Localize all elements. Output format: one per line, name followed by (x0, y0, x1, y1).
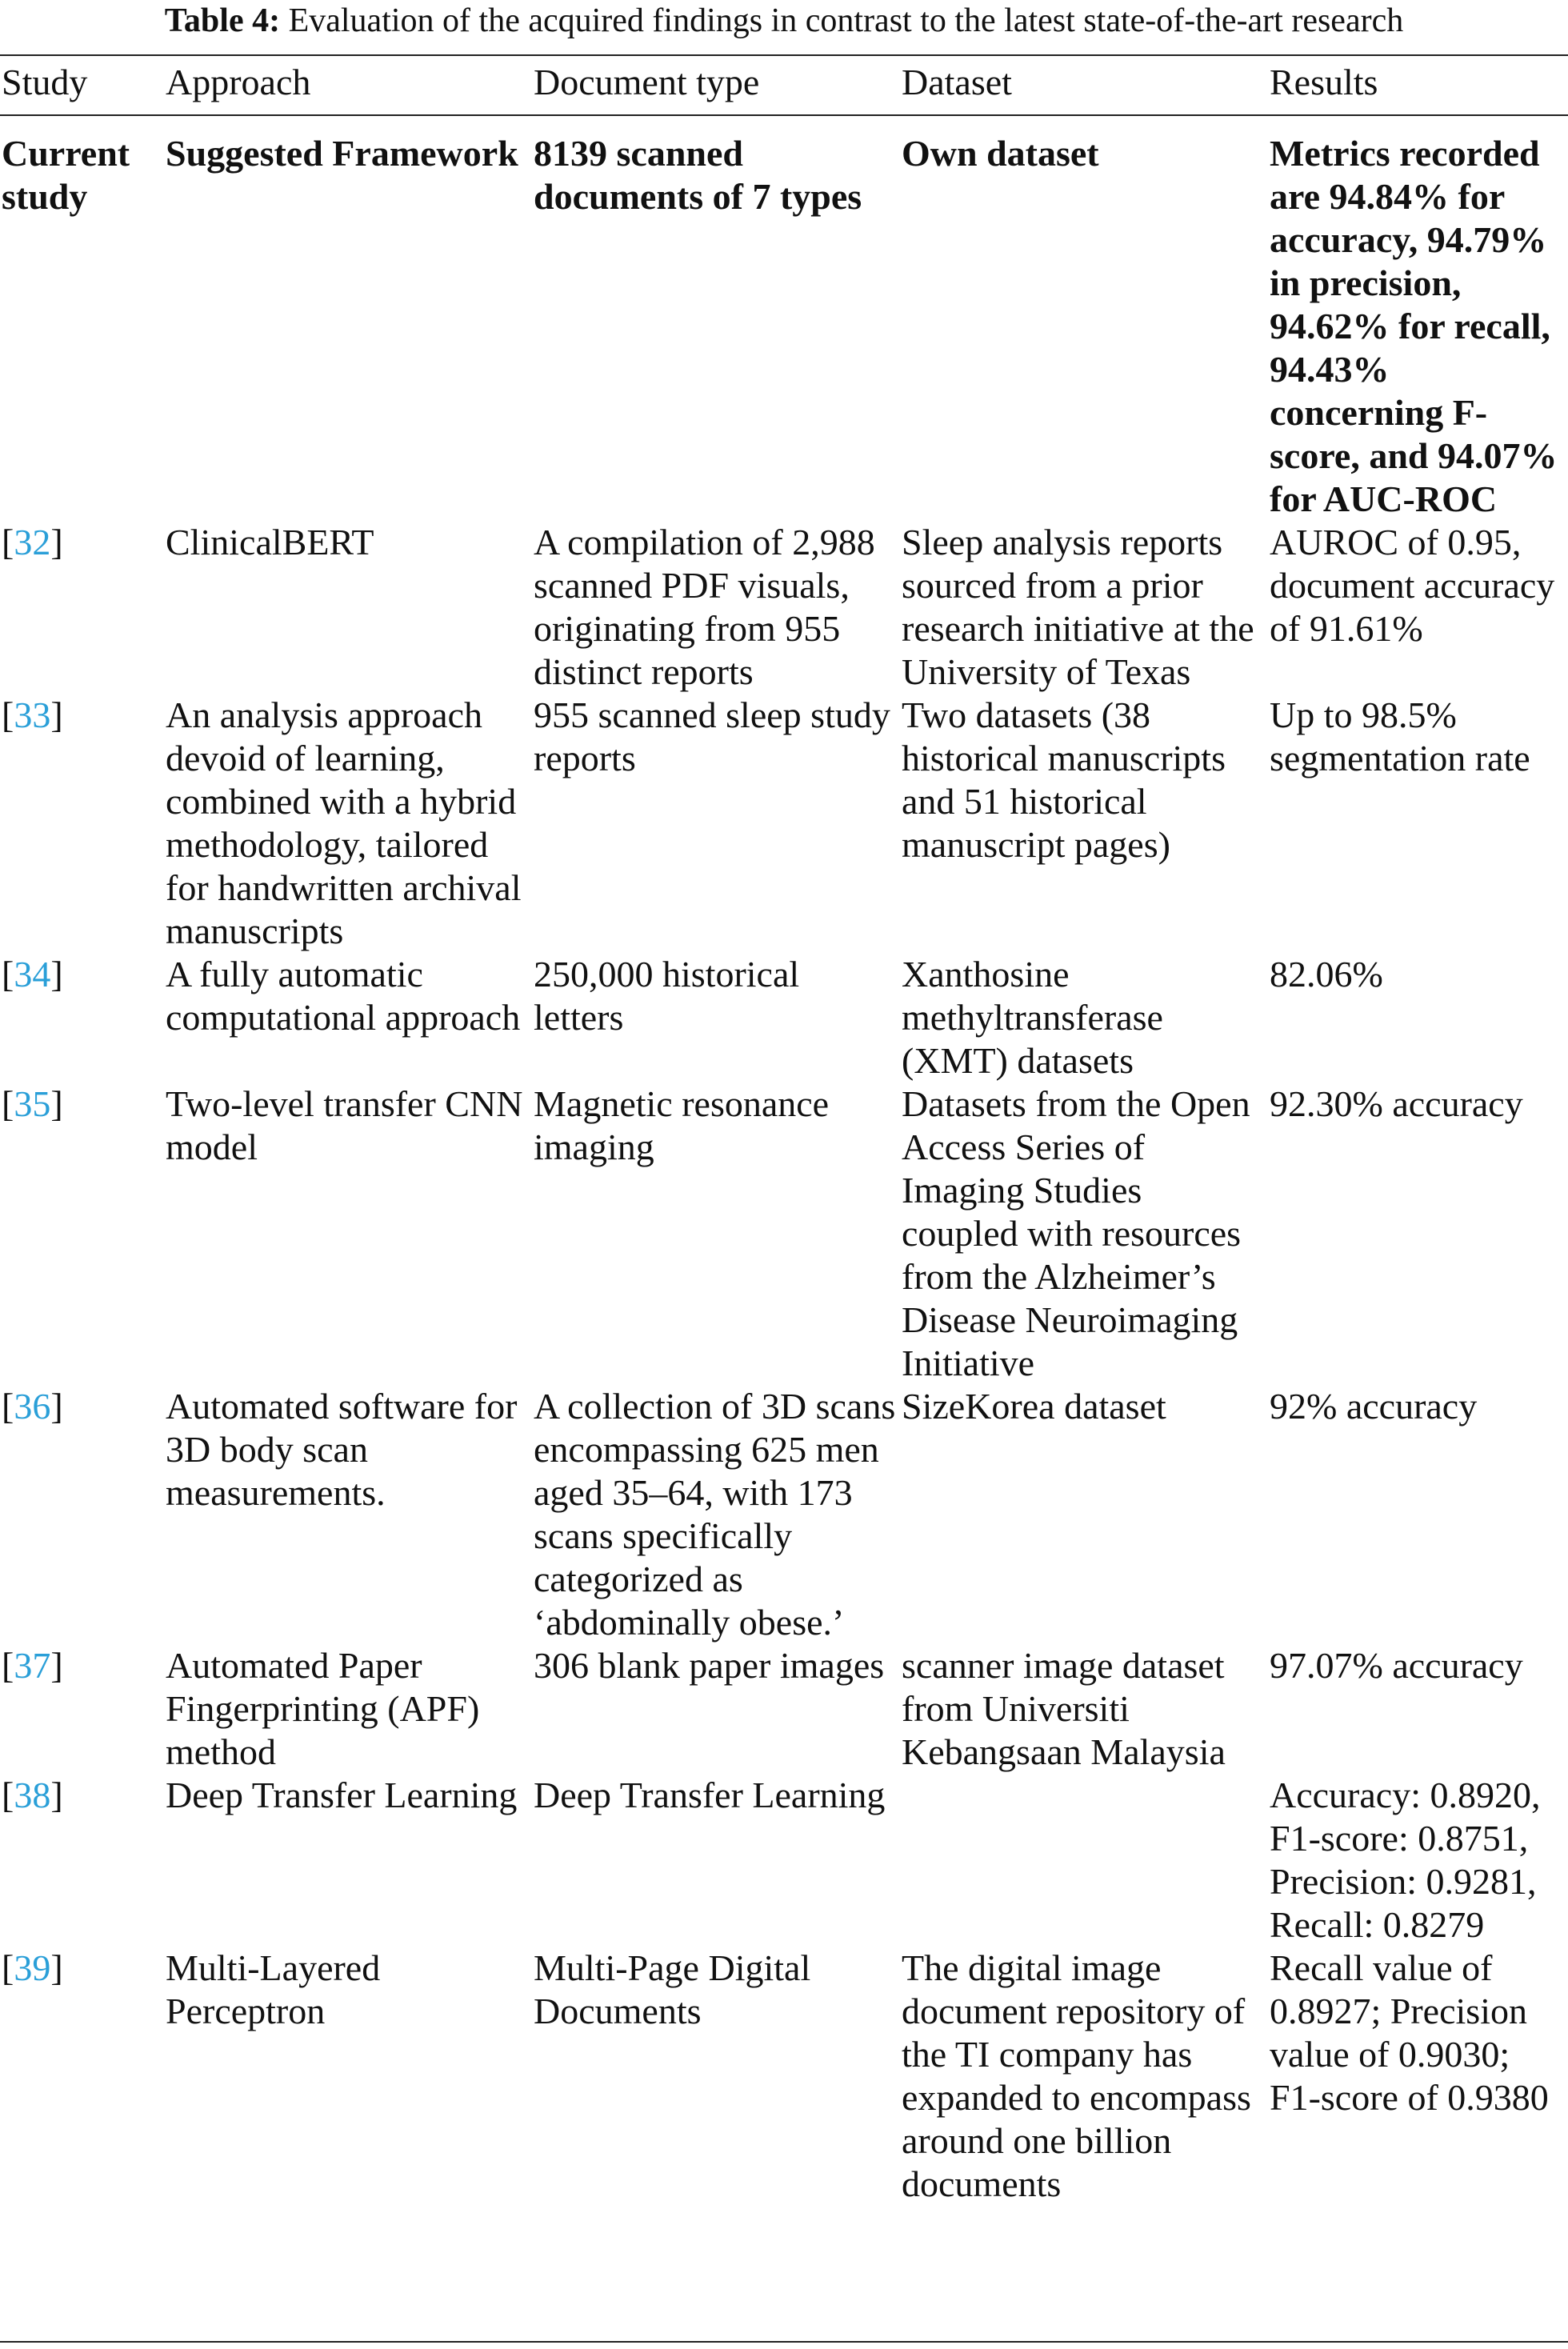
caption-label: Table 4: (164, 2, 281, 39)
cell-results: 97.07% accuracy (1270, 1645, 1523, 1686)
cell-approach: Suggested Framework (166, 133, 518, 174)
cell-approach: A fully automatic computational approach (166, 954, 521, 1038)
caption-text: Evaluation of the acquired findings in contrast to the latest state-of-the-art research (288, 2, 1404, 39)
cell-document-type: Deep Transfer Learning (534, 1775, 886, 1815)
cell-study: [37] (2, 1645, 63, 1686)
cell-results: Metrics recorded are 94.84% for accuracy, 94.79% in precision, 94.62% for recall, 94.43% concerning F-score, and 94.07% for AUC-ROC (1270, 133, 1558, 519)
cell-approach: Deep Transfer Learning (166, 1775, 518, 1815)
citation-link[interactable]: 39 (14, 1947, 51, 1988)
header-approach: Approach (166, 62, 311, 102)
cell-study: [39] (2, 1947, 63, 1988)
cell-study: [38] (2, 1775, 63, 1815)
cell-dataset: SizeKorea dataset (902, 1386, 1166, 1427)
cell-results: Recall value of 0.8927; Precision value of 0.9030; F1-score of 0.9380 (1270, 1947, 1549, 2118)
table-body (0, 119, 1568, 2206)
table-row (0, 953, 1568, 1082)
cell-document-type: A compilation of 2,988 scanned PDF visuals, originating from 955 distinct reports (534, 522, 875, 692)
cell-dataset: The digital image document repository of the TI company has expanded to encompass around one billion documents (902, 1947, 1251, 2204)
header-row (0, 56, 1568, 119)
cell-study: [32] (2, 522, 63, 562)
citation-link[interactable]: 32 (14, 522, 51, 562)
citation-link[interactable]: 38 (14, 1775, 51, 1815)
cell-document-type: 8139 scanned documents of 7 types (534, 133, 862, 217)
cell-approach: An analysis approach devoid of learning, combined with a hybrid methodology, tailored for handwritten archival manuscripts (166, 694, 522, 951)
cell-results: Accuracy: 0.8920, F1-score: 0.8751, Precision: 0.9281, Recall: 0.8279 (1270, 1775, 1541, 1945)
cell-study: [34] (2, 954, 63, 994)
cell-results: 92.30% accuracy (1270, 1083, 1523, 1124)
cell-dataset: scanner image dataset from Universiti Kebangsaan Malaysia (902, 1645, 1226, 1772)
citation-link[interactable]: 33 (14, 694, 51, 735)
cell-results: 82.06% (1270, 954, 1383, 994)
cell-dataset: Own dataset (902, 133, 1099, 174)
cell-document-type: Multi-Page Digital Documents (534, 1947, 811, 2031)
header-document-type: Document type (534, 62, 760, 102)
citation-link[interactable]: 37 (14, 1645, 51, 1686)
cell-document-type: 250,000 historical letters (534, 954, 800, 1038)
cell-study: [33] (2, 694, 63, 735)
header-study: Study (2, 62, 88, 102)
cell-results: AUROC of 0.95, document accuracy of 91.61% (1270, 522, 1555, 649)
cell-study: Current study (2, 133, 130, 217)
cell-dataset: Sleep analysis reports sourced from a prior research initiative at the University of Texas (902, 522, 1254, 692)
table-row (0, 1082, 1568, 1385)
bottom-rule (0, 2341, 1568, 2343)
cell-results: Up to 98.5% segmentation rate (1270, 694, 1530, 778)
cell-results: 92% accuracy (1270, 1386, 1478, 1427)
citation-link[interactable]: 35 (14, 1083, 51, 1124)
cell-document-type: Magnetic resonance imaging (534, 1083, 830, 1167)
table-row (0, 694, 1568, 953)
comparison-table (0, 56, 1568, 2206)
header-dataset: Dataset (902, 62, 1012, 102)
cell-approach: Automated Paper Fingerprinting (APF) method (166, 1645, 480, 1772)
cell-document-type: 955 scanned sleep study reports (534, 694, 890, 778)
table-row (0, 521, 1568, 694)
table-row (0, 1385, 1568, 1644)
cell-approach: Multi-Layered Perceptron (166, 1947, 381, 2031)
cell-dataset: Xanthosine methyltransferase (XMT) datasets (902, 954, 1163, 1081)
table-row (0, 1947, 1568, 2206)
cell-dataset: Two datasets (38 historical manuscripts and 51 historical manuscript pages) (902, 694, 1226, 865)
cell-approach: Automated software for 3D body scan measurements. (166, 1386, 518, 1513)
cell-study: [36] (2, 1386, 63, 1427)
citation-link[interactable]: 34 (14, 954, 51, 994)
table-caption (0, 0, 1568, 40)
cell-document-type: A collection of 3D scans encompassing 625 men aged 35–64, with 173 scans specifically categorized as ‘abdominally obese.’ (534, 1386, 896, 1643)
cell-dataset: Datasets from the Open Access Series of Imaging Studies coupled with resources from the Alzheimer’s Disease Neuroimaging Initiative (902, 1083, 1250, 1383)
header-results: Results (1270, 62, 1378, 102)
cell-approach: Two-level transfer CNN model (166, 1083, 523, 1167)
cell-study: [35] (2, 1083, 63, 1124)
cell-document-type: 306 blank paper images (534, 1645, 885, 1686)
cell-dataset (900, 1774, 1268, 1947)
table-row (0, 1644, 1568, 1774)
current-study-row (0, 119, 1568, 521)
cell-approach: ClinicalBERT (166, 522, 374, 562)
citation-link[interactable]: 36 (14, 1386, 51, 1427)
table-row (0, 1774, 1568, 1947)
